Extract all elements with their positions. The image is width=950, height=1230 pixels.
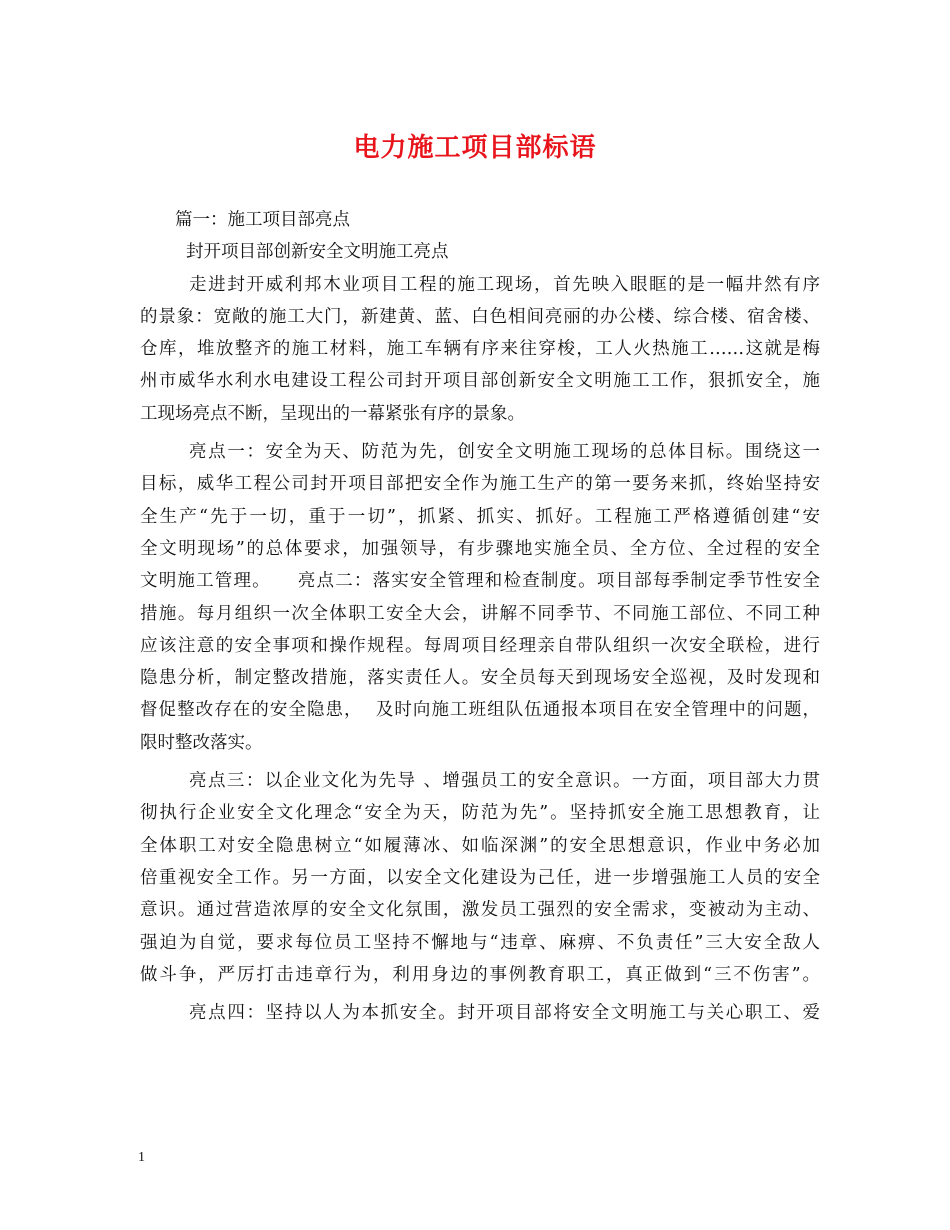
paragraph-line: 做斗争，严厉打击违章行为，利用身边的事例教育职工，真正做到“三不伤害”。 <box>140 964 820 985</box>
document-title: 电力施工项目部标语 <box>353 133 597 163</box>
paragraph-line: 彻执行企业安全文化理念“安全为天，防范为先”。坚持抓安全施工思想教育，让 <box>140 803 820 824</box>
paragraph-line: 全体职工对安全隐患树立“如履薄冰、如临深渊”的安全思想意识，作业中务必加 <box>140 835 820 856</box>
section-heading: 篇一：施工项目部亮点 <box>175 210 350 230</box>
paragraph-line: 文明施工管理。 亮点二：落实安全管理和检查制度。项目部每季制定季节性安全 <box>140 571 820 592</box>
page-number: 1 <box>138 1150 145 1165</box>
document-body <box>140 204 820 1029</box>
paragraph-line: 全文明现场”的总体要求，加强领导，有步骤地实施全员、全方位、全过程的安全 <box>140 538 820 559</box>
paragraph-line: 亮点三：以企业文化为先导 、增强员工的安全意识。一方面，项目部大力贯 <box>189 771 820 792</box>
paragraph-line: 限时整改落实。 <box>140 732 263 753</box>
paragraph-line: 的景象：宽敞的施工大门，新建黄、蓝、白色相间亮丽的办公楼、综合楼、宿舍楼、 <box>140 306 820 327</box>
paragraph-line: 走进封开威利邦木业项目工程的施工现场，首先映入眼眶的是一幅井然有序 <box>189 274 820 295</box>
paragraph-line: 应该注意的安全事项和操作规程。每周项目经理亲自带队组织一次安全联检，进行 <box>140 635 820 656</box>
paragraph-line: 州市威华水利水电建设工程公司封开项目部创新安全文明施工工作，狠抓安全，施 <box>140 371 820 392</box>
paragraph-line: 倍重视安全工作。另一方面，以安全文化建设为己任，进一步增强施工人员的安全 <box>140 867 820 888</box>
paragraph-line: 措施。每月组织一次全体职工安全大会，讲解不同季节、不同施工部位、不同工种 <box>140 603 820 624</box>
paragraph-line: 隐患分析，制定整改措施，落实责任人。安全员每天到现场安全巡视，及时发现和 <box>140 668 820 689</box>
paragraph-line: 亮点四：坚持以人为本抓安全。封开项目部将安全文明施工与关心职工、爱 <box>189 1003 820 1024</box>
paragraph-line: 意识。通过营造浓厚的安全文化氛围，激发员工强烈的安全需求，变被动为主动、 <box>140 900 820 921</box>
paragraph-line: 督促整改存在的安全隐患， 及时向施工班组队伍通报本项目在安全管理中的问题， <box>140 700 820 721</box>
subsection-heading: 封开项目部创新安全文明施工亮点 <box>186 242 449 263</box>
paragraph-line: 强迫为自觉，要求每位员工坚持不懈地与“违章、麻痹、不负责任”三大安全敌人 <box>140 932 820 953</box>
paragraph-line: 仓库，堆放整齐的施工材料，施工车辆有序来往穿梭，工人火热施工……这就是梅 <box>140 339 820 360</box>
paragraph-line: 亮点一：安全为天、防范为先，创安全文明施工现场的总体目标。围绕这一 <box>189 442 820 463</box>
paragraph-line: 工现场亮点不断，呈现出的一幕紧张有序的景象。 <box>140 403 525 424</box>
paragraph-line: 目标，威华工程公司封开项目部把安全作为施工生产的第一要务来抓，终始坚持安 <box>140 474 820 495</box>
paragraph-line: 全生产“先于一切，重于一切”，抓紧、抓实、抓好。工程施工严格遵循创建“安 <box>140 506 820 527</box>
